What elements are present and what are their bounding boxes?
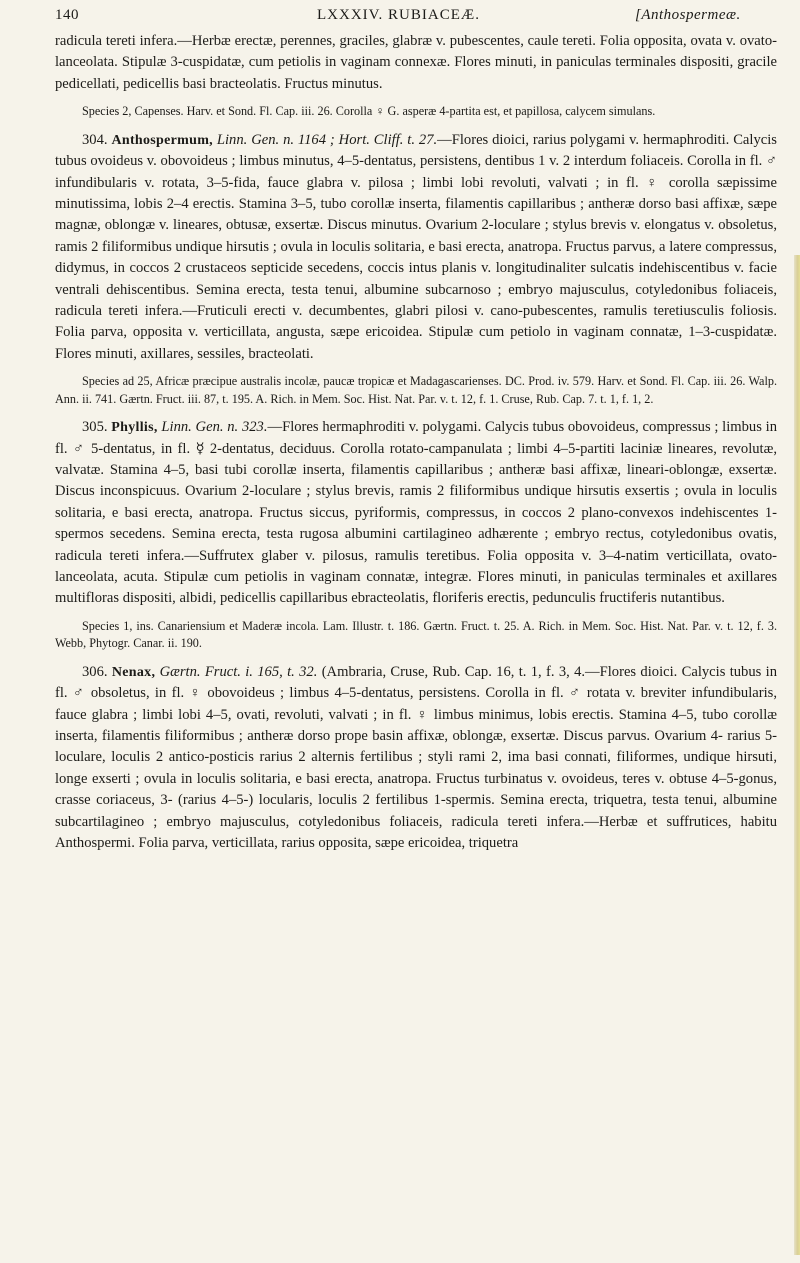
genus-authority: Gærtn. Fruct. i. 165, t. 32. — [159, 663, 318, 680]
genus-authority: Linn. Gen. n. 323. — [161, 419, 268, 436]
running-title: [Anthospermeæ. — [635, 7, 741, 23]
intro-paragraph: radicula tereti infera.—Herbæ erectæ, perennes, graciles, glabræ v. pubescentes, caule tereti. Folia opposita, ovata v. ovato-lanceolata. Stipulæ 3-cuspidatæ, cum petiolis in vaginam connexæ. Flores minuti, in paniculas terminales dispositi, gracile pedicellati, pedicellis basi bracteolatis. Fructus minutus. — [55, 33, 777, 92]
species-note-305: Species 1, ins. Canariensium et Maderæ incola. Lam. Illustr. t. 186. Gærtn. Fruct. t. 25. A. Rich. in Mem. Soc. Hist. Nat. Par. v. t. 12, f. 3. Webb, Phytogr. Canar. ii. 190. — [55, 618, 777, 651]
genus-authority: Linn. Gen. n. 1164 ; Hort. Cliff. t. 27. — [216, 131, 438, 148]
section-title: LXXXIV. RUBIACEÆ. — [317, 7, 480, 23]
page-edge-stain — [794, 255, 800, 1255]
genus-entry-305 — [55, 417, 777, 610]
genus-entry-306 — [55, 662, 777, 855]
genus-name: Phyllis, — [111, 420, 158, 436]
page-body — [55, 31, 777, 855]
genus-description: —Flores hermaphroditi v. polygami. Calycis tubus obovoideus, compressus ; limbus in fl. ♂ 5-dentatus, in fl. ☿ 2-dentatus, deciduus. Corolla rotato-campanulata ; limbi 4–5-partiti laciniæ lineares, revolutæ, valvatæ. Stamina 4–5, basi tubi corollæ inserta, filamentis capillaribus ; antheræ basi affixæ, lineari-oblongæ, exsertæ. Discus inconspicuus. Ovarium 2-loculare ; stylus brevis, ramis 2 filiformibus undique hirsutis exsertis ; ovula in loculis solitaria, e basi erecta, anatropa. Fructus siccus, pyriformis, compressus, in coccos 2 plano-convexos indehiscentes 1-spermos secedens. Semina erecta, testa rugosa albumini cartilagineo adhærente ; embryo rectus, cotyledonibus ovatis, radicula tereti infera.—Suffrutex glaber v. pilosus, ramulis teretibus. Folia opposita v. 3–4-natim verticillata, ovato-lanceolata, acuta. Stipulæ cum petiolis in vaginam connatæ, integræ. Flores minuti, in paniculas terminales et axillares multifloras dispositi, albidi, pedicellis capillaribus ebracteolatis, floriferis erectis, pedunculis fructiferis nutantibus. — [55, 419, 777, 607]
entry-number: 305. — [82, 419, 108, 436]
running-header — [55, 4, 778, 28]
genus-description: (Ambraria, Cruse, Rub. Cap. 16, t. 1, f. 3, 4.—Flores dioici. Calycis tubus in fl. ♂ obsoletus, in fl. ♀ obovoideus ; limbus 4–5-dentatus, persistens. Corolla in fl. ♂ rotata v. breviter infundibularis, fauce glabra ; limbi lobi 4–5, ovati, revoluti, valvati ; in fl. ♀ limbus minimus, lobis erectis. Stamina 4–5, tubo corollæ inserta, filamentis filiformibus ; antheræ dorso prope basin affixæ, oblongæ, exsertæ. Discus parvus. Ovarium 4- rarius 5-loculare, loculis 2 antico-posticis rarius 2 alternis fertilibus ; styli rami 2, ima basi connati, filiformes, undique hirsuti, longe exserti ; ovula in loculis solitaria, e basi erecta, anatropa. Fructus turbinatus v. ovoideus, teres v. obtuse 4–5-gonus, crasse coriaceus, 3- (rarius 4–5-) locularis, loculis 2 fertilibus 1-spermis. Semina erecta, triquetra, testa tenui, albumine subcartilagineo ; embryo majusculus, cotyledonibus foliaceis, radicula tereti infera.—Herbæ et suffrutices, habitu Anthospermi. Folia parva, verticillata, rarius opposita, sæpe ericoidea, triquetra — [55, 663, 777, 852]
page-number: 140 — [55, 7, 79, 23]
species-note-304: Species ad 25, Africæ præcipue australis incolæ, paucæ tropicæ et Madagascarienses. DC. Prod. iv. 579. Harv. et Sond. Fl. Cap. iii. 26. Walp. Ann. ii. 741. Gærtn. Fruct. iii. 87, t. 195. A. Rich. in Mem. Soc. Hist. Nat. Par. v. t. 12, f. 1. Cruse, Rub. Cap. 7. t. 1, f. 1, 2. — [55, 374, 777, 406]
genus-description: —Flores dioici, rarius polygami v. hermaphroditi. Calycis tubus ovoideus v. obovoideus ; limbus minutus, 4–5-dentatus, persistens, dentibus 1 v. 2 interdum foliaceis. Corolla in fl. ♂ infundibularis v. rotata, 3–5-fida, fauce glabra v. pilosa ; limbi lobi revoluti, valvati ; in fl. ♀ corolla sæpissime minutissima, lobis 2–4 erectis. Stamina 3–5, tubo corollæ inserta, filamentis capillaribus ; antheræ dorso basi affixæ, sæpe magnæ, oblongæ v. lineares, obtusæ, exsertæ. Discus minutus. Ovarium 2-loculare ; stylus brevis v. elongatus v. obsoletus, ramis 2 filiformibus undique hirsutis ; ovula in loculis solitaria, e basi erecta, anatropa. Fructus parvus, a latere compressus, didymus, in coccos 2 crustaceos septicide secedens, coccis intus planis v. longitudinaliter sulcatis indehiscentibus v. facie ventrali dehiscentibus. Semina erecta, testa tenui, albumine subcarnoso ; embryo majusculus, cotyledonibus foliaceis, radicula tereti infera.—Fruticuli erecti v. decumbentes, glabri pilosi v. cano-pubescentes, ramulis teretiusculis foliosis. Folia parva, opposita v. verticillata, angusta, sæpe ericoidea. Stipulæ cum petiolo in vaginam connatæ, 1–3-cuspidatæ. Flores minuti, axillares, sessiles, bracteolati. — [55, 131, 777, 362]
entry-number: 304. — [82, 131, 108, 148]
intro-species-note: Species 2, Capenses. Harv. et Sond. Fl. Cap. iii. 26. Corolla ♀ G. asperæ 4-partita est, et papillosa, calycem simulans. — [82, 104, 656, 119]
genus-name: Anthospermum, — [111, 132, 213, 148]
genus-entry-304 — [55, 130, 777, 365]
entry-number: 306. — [82, 663, 108, 680]
genus-name: Nenax, — [111, 664, 156, 680]
